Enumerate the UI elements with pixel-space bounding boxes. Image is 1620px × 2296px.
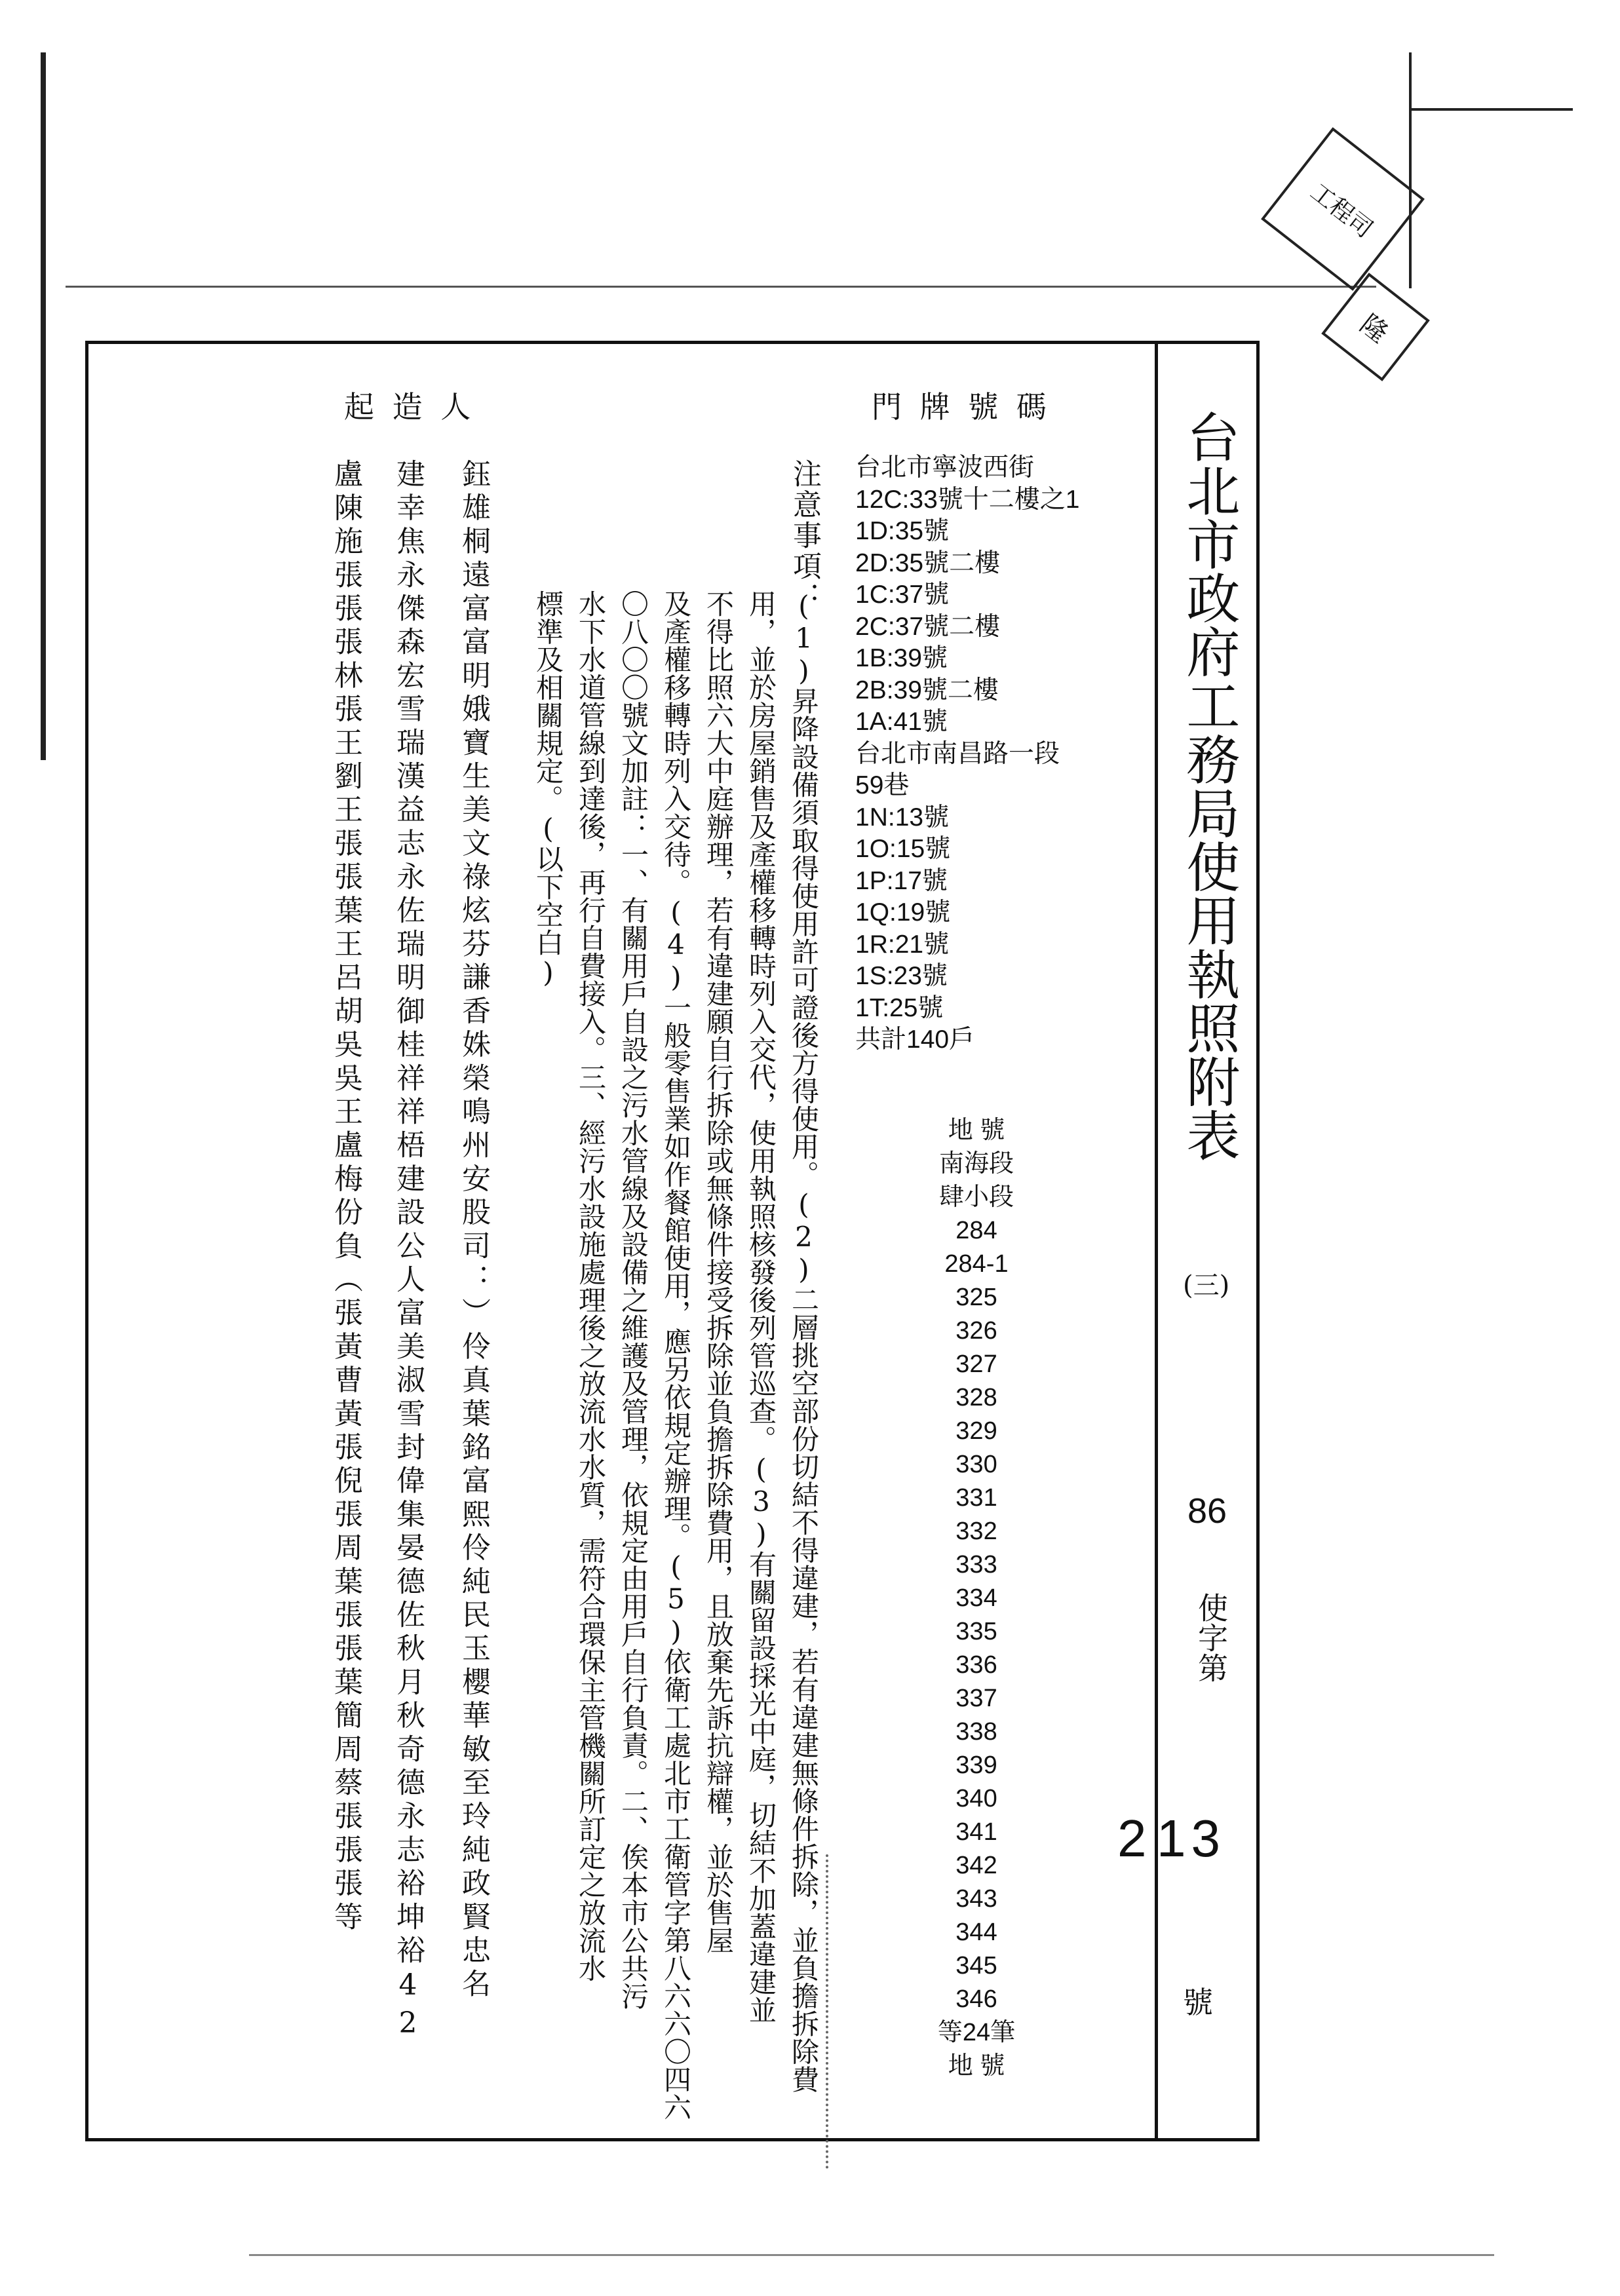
lot-line: 326	[955, 1317, 997, 1345]
notes-column: 〇八〇〇號文加註：一、有關用戶自設之污水管線及設備之維護及管理，依規定由用戶自行負責。二、俟本市公共污	[617, 590, 649, 2010]
address-line: 59巷	[855, 771, 910, 799]
lot-line: 325	[955, 1284, 997, 1311]
address-line: 1B:39號	[855, 644, 948, 672]
permit-word: 使字第	[1193, 1592, 1229, 1683]
notes-column: 標準及相關規定。(以下空白)	[532, 590, 564, 989]
address-line: 1D:35號	[855, 517, 950, 545]
lot-line: 330	[955, 1451, 997, 1478]
notes-column: 用，並於房屋銷售及產權移轉時列入交代，使用執照核發後列管巡查。(3)有關留設採光中庭，切結不加蓋違建並	[745, 590, 777, 2024]
lot-line: 地 號	[948, 1117, 1005, 1144]
address-line: 1Q:19號	[855, 898, 951, 927]
lot-line: 284	[955, 1217, 997, 1244]
address-line: 台北市寧波西街	[855, 453, 1035, 482]
lot-line: 344	[955, 1919, 997, 1946]
builder-header: 起造人	[344, 389, 489, 425]
address-line: 12C:33號十二樓之1	[855, 485, 1080, 514]
stamp-text-2: 隆	[1354, 309, 1394, 349]
title-sub: (三)	[1183, 1271, 1230, 1301]
scan-top-right-edge	[1409, 108, 1573, 111]
lot-line: 337	[955, 1685, 997, 1712]
address-line: 1T:25號	[855, 993, 944, 1022]
stamp-text: 工程司	[1305, 178, 1378, 243]
lot-line: 332	[955, 1518, 997, 1545]
lot-line: 331	[955, 1484, 997, 1512]
address-line: 1R:21號	[855, 930, 950, 959]
lot-line: 340	[955, 1785, 997, 1812]
address-line: 2B:39號二樓	[855, 676, 999, 704]
lot-line: 336	[955, 1651, 997, 1679]
scan-bottom-rule	[249, 2254, 1494, 2256]
notes-label: 注意事項：	[788, 459, 821, 613]
scan-left-edge	[41, 52, 46, 760]
builder-column-surname: 盧陳施張張張林張王劉王張張葉王呂胡吳吳王盧梅份負（張黃曹黃張倪張周葉張張葉簡周蔡張張張等	[329, 459, 362, 1935]
scan-top-rule	[66, 286, 1376, 288]
lot-line: 345	[955, 1952, 997, 1980]
notes-column: (1)昇降設備須取得使用許可證後方得使用。(2)二層挑空部份切結不得違建，若有違建無條件拆除，並負擔拆除費	[788, 590, 820, 2094]
builder-column-given-first: 建幸焦永傑森宏雪瑞漢益志永佐瑞明御桂祥祥梧建設公人富美淑雪封偉集晏德佐秋月秋奇德永志裕坤裕42	[391, 459, 425, 2045]
address-list	[855, 452, 1079, 1056]
lot-line: 334	[955, 1584, 997, 1612]
lot-line: 等24筆	[937, 2019, 1016, 2046]
lot-line: 284-1	[944, 1250, 1009, 1278]
permit-suffix: 號	[1183, 1985, 1213, 2020]
address-line: 1O:15號	[855, 835, 951, 863]
scan-right-edge	[1409, 52, 1412, 288]
scan-dash-mark	[826, 1854, 831, 2169]
notes-column: 水下水道管線到達後，再行自費接入。三、經污水設施處理後之放流水水質，需符合環保主管機關所訂定之放流水	[575, 590, 607, 1982]
lot-line: 南海段	[938, 1150, 1014, 1177]
lot-line: 338	[955, 1718, 997, 1746]
permit-year: 86	[1187, 1491, 1227, 1531]
lot-line: 342	[955, 1852, 997, 1879]
notes-column: 及產權移轉時列入交待。(4)一般零售業如作餐館使用，應另依規定辦理。(5)依衛工處北市工衛管字第八六六〇四六	[660, 590, 692, 2121]
door-no-header: 門牌號碼	[872, 389, 1065, 425]
lot-line: 346	[955, 1985, 997, 2013]
title-divider	[1155, 341, 1158, 2141]
lot-line: 327	[955, 1350, 997, 1378]
lot-line: 肆小段	[938, 1183, 1014, 1211]
lot-line: 328	[955, 1384, 997, 1411]
lot-line: 343	[955, 1885, 997, 1913]
lot-list	[891, 1114, 1062, 2083]
notes-column: 不得比照六大中庭辦理，若有違建願自行拆除或無條件接受拆除並負擔拆除費用，且放棄先訴抗辯權，並於售屋	[703, 590, 735, 1955]
address-line: 2C:37號二樓	[855, 612, 1001, 641]
stamp-seal-small	[1321, 273, 1430, 381]
official-stamp	[1261, 127, 1425, 291]
permit-number-prefix: 2	[1117, 1809, 1147, 1867]
address-line: 1C:37號	[855, 581, 950, 609]
address-line: 1N:13號	[855, 803, 950, 832]
address-line: 2D:35號二樓	[855, 548, 1001, 577]
address-line: 1A:41號	[855, 708, 948, 736]
builder-column-given-last: 鈺雄桐遠富富明娥寶生美文祿炫芬謙香姝榮鳴州安股司：）伶真葉銘富熙伶純民玉櫻華敏至玲純政賢忠名	[457, 459, 490, 2002]
address-line: 共計140戶	[855, 1025, 975, 1054]
document-title: 台北市政府工務局使用執照附表	[1177, 410, 1240, 1162]
lot-line: 341	[955, 1818, 997, 1846]
lot-line: 地 號	[948, 2052, 1005, 2080]
permit-number: 13	[1157, 1809, 1225, 1867]
address-line: 1P:17號	[855, 866, 948, 895]
lot-line: 329	[955, 1417, 997, 1445]
lot-line: 333	[955, 1551, 997, 1578]
address-line: 台北市南昌路一段	[855, 739, 1060, 768]
lot-line: 339	[955, 1751, 997, 1779]
address-line: 1S:23號	[855, 962, 948, 990]
lot-line: 335	[955, 1618, 997, 1645]
